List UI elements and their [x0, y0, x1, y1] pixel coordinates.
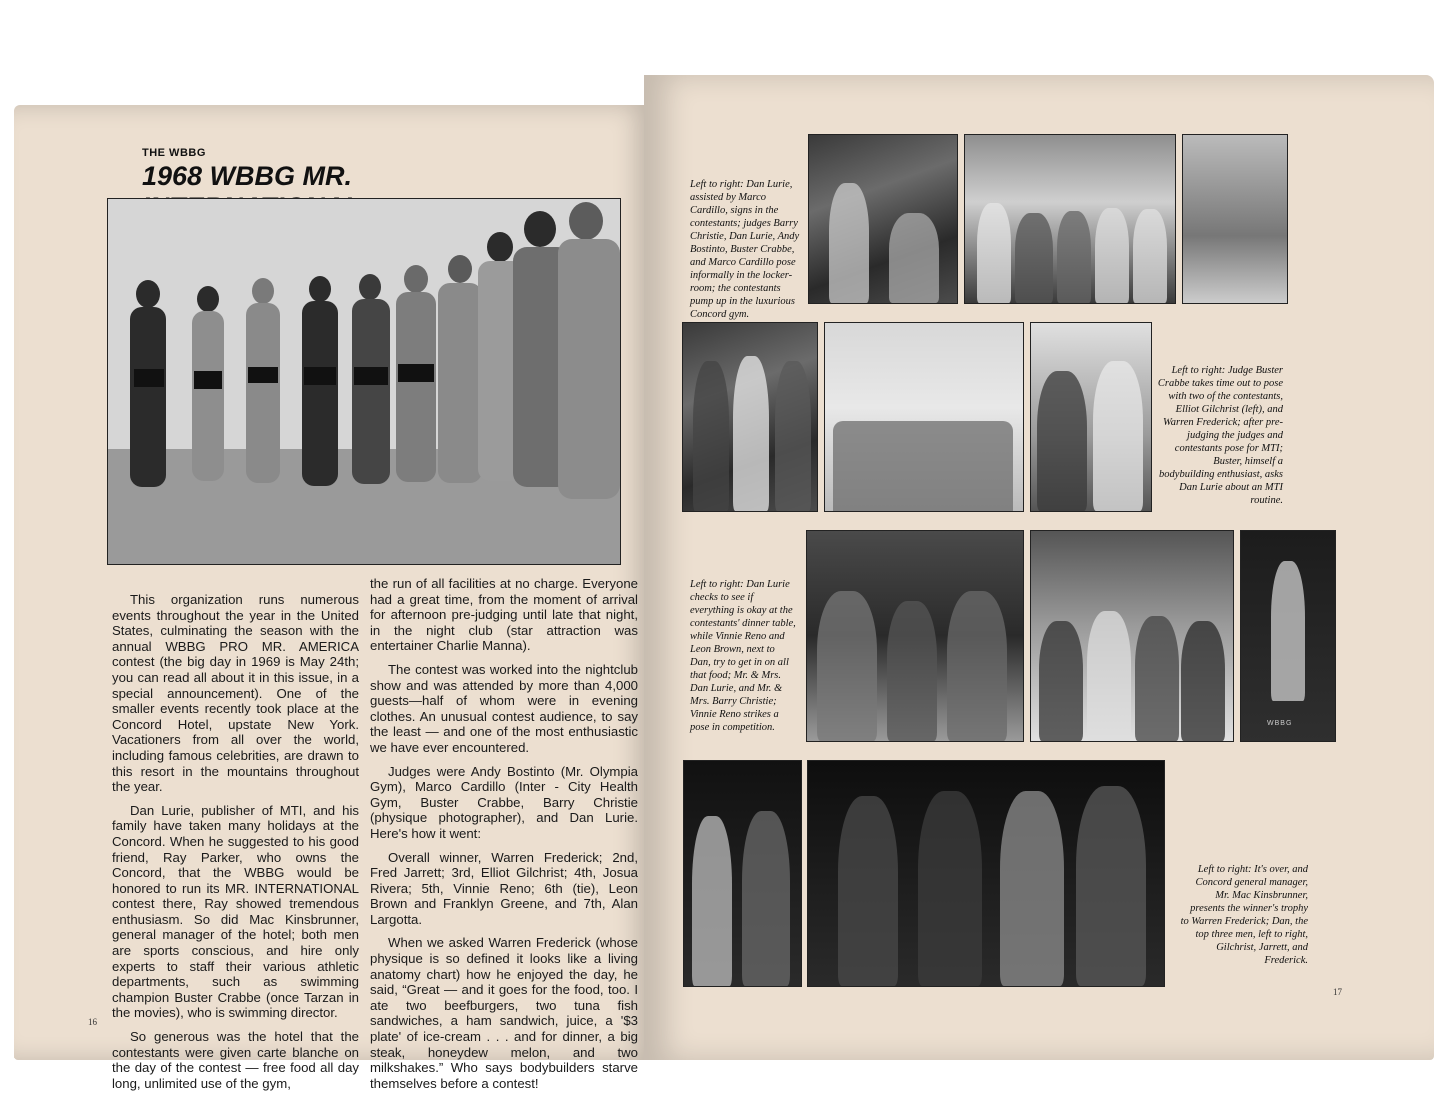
caption-row-4: Left to right: It's over, and Concord general manager, Mr. Mac Kinsbrunner, presents the winner's trophy to Warren Frederick; Dan, the top three men, left to right, Gilchrist, Jarrett, and Frederick.: [1180, 864, 1308, 966]
paragraph: Overall winner, Warren Frederick; 2nd, Fred Jarrett; 3rd, Elliot Gilchrist; 4th, Josua Rivera; 5th, Vinnie Reno; 6th (tie), Leon Brown and Franklyn Greene, and 7th, Alan Largotta.: [370, 849, 638, 927]
paragraph: the run of all facilities at no charge. Everyone had a great time, from the moment of arrival for afternoon pre-judging until late that night, in the night club (star attraction was entertainer Charlie Manna).: [370, 576, 638, 654]
paragraph: Dan Lurie, publisher of MTI, and his family have taken many holidays at the Concord. When he suggested to his good friend, Ray Parker, who owns the Concord, that the WBBG would be honored to run its MR. INTERNATIONAL contest there, Ray showed tremendous enthusiasm. So did Mac Kinsbrunner, general manager of the hotel; both men are sports conscious, and hire only experts to staff their various athletic departments, such as swimming champion Buster Crabbe (once Tarzan in the movies), who is swimming director.: [112, 802, 359, 1021]
contestants-pump-up-photo: [1182, 134, 1288, 304]
article-title-line1: 1968 WBBG MR.: [142, 161, 353, 191]
article-column-1: [112, 592, 359, 1099]
paragraph: Judges were Andy Bostinto (Mr. Olympia Gym), Marco Cardillo (Inter - City Health Gym, Buster Crabbe, Barry Christie (physique photographer), and Dan Lurie. Here's how it went:: [370, 763, 638, 841]
article-column-2: [370, 576, 638, 1099]
caption-row-2: Left to right: Judge Buster Crabbe takes time out to pose with two of the contestants, Elliot Gilchrist (left), and Warren Frederick; after pre-judging the judges and contestants pose for MTI; Buster, himself a bodybuilding enthusiast, asks Dan Lurie about an MTI routine.: [1157, 365, 1283, 506]
reno-posing-photo: [1240, 530, 1336, 742]
signin-photo: [808, 134, 958, 304]
dinner-table-photo: [806, 530, 1024, 742]
paragraph: So generous was the hotel that the contestants were given carte blanche on the day of the contest — free food all day long, unlimited use of the gym,: [112, 1029, 359, 1091]
luries-and-christies-photo: [1030, 530, 1234, 742]
caption-row-3: Left to right: Dan Lurie checks to see if everything is okay at the contestants' dinner table, while Vinnie Reno and Leon Brown, next to Dan, try to get in on all that food; Mr. & Mrs. Dan Lurie, and Mr. & Mrs. Barry Christie; Vinnie Reno strikes a pose in competition.: [690, 579, 796, 733]
kicker-text: THE WBBG: [142, 147, 206, 159]
page-number-left: 16: [88, 1017, 97, 1027]
contestants-lineup-photo: [107, 198, 621, 565]
judges-and-contestants-group-photo: [824, 322, 1024, 512]
caption-row-1: Left to right: Dan Lurie, assisted by Marco Cardillo, signs in the contestants; judges Barry Christie, Dan Lurie, Andy Bostinto, Buster Crabbe, and Marco Cardillo pose informally in the locker-room; the contestants pump up in the luxurious Concord gym.: [690, 179, 800, 320]
lineup-illustration: [108, 199, 620, 564]
top-three-photo: [807, 760, 1165, 987]
judges-locker-room-photo: [964, 134, 1176, 304]
stage-sign-text: WBBG: [1267, 720, 1293, 727]
page-number-right: 17: [1333, 987, 1342, 997]
paragraph: This organization runs numerous events throughout the year in the United States, culminating the season with the annual WBBG PRO MR. AMERICA contest (the big day in 1969 is May 24th; you can read all about it in this issue, in a special announcement). One of the smaller events recently took place at the Concord Hotel, upstate New York. Vacationers from all over the world, including famous celebrities, are drawn to this resort in the mountains throughout the year.: [112, 592, 359, 795]
crabbe-with-contestants-photo: [682, 322, 818, 512]
paragraph: The contest was worked into the nightclub show and was attended by more than 4,000 guests—half of whom were in evening clothes. An unusual contest audience, to say the least — and one of the most enthusiastic we have ever encountered.: [370, 661, 638, 755]
paragraph: When we asked Warren Frederick (whose physique is so defined it looks like a living anatomy chart) how he enjoyed the day, he said, “Great — and it goes for the food, too. I ate two beefburgers, two tuna fish sandwiches, a ham sandwich, juice, a '$3 plate' of ice-cream . . . and for dinner, a big steak, honeydew melon, and two milkshakes.” Who says bodybuilders starve themselves before a contest!: [370, 935, 638, 1091]
trophy-presentation-photo: [683, 760, 802, 987]
crabbe-asks-lurie-photo: [1030, 322, 1152, 512]
